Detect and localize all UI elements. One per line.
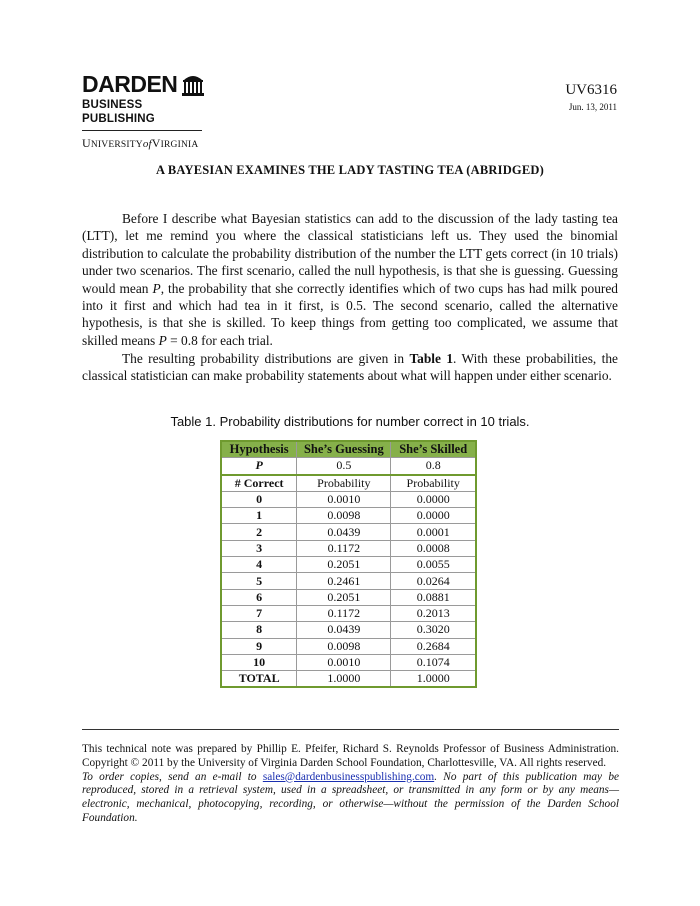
document-id-block — [565, 82, 617, 113]
table-header-row — [221, 441, 476, 458]
p-value-row — [221, 458, 476, 475]
table-row — [221, 491, 476, 507]
skilled-probability: 0.0264 — [391, 573, 476, 589]
table-caption: Table 1. Probability distributions for number correct in 10 trials. — [170, 414, 530, 429]
guessing-probability-label: Probability — [297, 475, 391, 492]
guessing-probability: 0.0439 — [297, 524, 391, 540]
correct-count: 2 — [221, 524, 297, 540]
table-row — [221, 557, 476, 573]
table-row — [221, 540, 476, 556]
correct-count: 8 — [221, 622, 297, 638]
correct-count: 3 — [221, 540, 297, 556]
total-row — [221, 671, 476, 688]
correct-count: 5 — [221, 573, 297, 589]
guessing-probability: 0.0098 — [297, 638, 391, 654]
probability-table — [220, 440, 477, 688]
guessing-probability: 0.2051 — [297, 557, 391, 573]
guessing-probability: 0.0439 — [297, 622, 391, 638]
darden-logo — [82, 72, 212, 152]
correct-count: 10 — [221, 654, 297, 670]
correct-label: # Correct — [221, 475, 297, 492]
logo-divider — [82, 130, 202, 131]
skilled-probability: 0.2684 — [391, 638, 476, 654]
table-reference: Table 1 — [409, 351, 454, 366]
guessing-probability: 0.2051 — [297, 589, 391, 605]
correct-count: 7 — [221, 605, 297, 621]
table-row — [221, 508, 476, 524]
total-skilled: 1.0000 — [391, 671, 476, 688]
correct-count: 9 — [221, 638, 297, 654]
logo-university: UNIVERSITYofVIRGINIA — [82, 136, 199, 150]
header-skilled: She’s Skilled — [391, 441, 476, 458]
subheader-row — [221, 475, 476, 492]
table-row — [221, 605, 476, 621]
table-row — [221, 589, 476, 605]
guessing-probability: 0.0010 — [297, 654, 391, 670]
paragraph-intro: Before I describe what Bayesian statistics can add to the discussion of the lady tasting tea (LTT), let me remind you where the classical statisticians left us. They used the binomial distribution to calculate the probability distribution of the number the LTT gets correct (in 10 trials) under two scenarios. The first scenario, called the null hypothesis, is that she is guessing. Guessing would mean P, the probability that she correctly identifies which of two cups has had milk poured into it first and which had tea in it first, is 0.5. The second scenario, called the alternative hypothesis, is that she is skilled. To keep things from getting too complicated, we assume that skilled means P = 0.8 for each trial. — [82, 211, 619, 348]
skilled-probability: 0.0881 — [391, 589, 476, 605]
order-email-link[interactable]: sales@dardenbusinesspublishing.com — [262, 770, 435, 783]
guessing-probability: 0.0098 — [297, 508, 391, 524]
table-row — [221, 638, 476, 654]
total-guessing: 1.0000 — [297, 671, 391, 688]
p-skilled: 0.8 — [391, 458, 476, 475]
header-hypothesis: Hypothesis — [221, 441, 297, 458]
footnote: This technical note was prepared by Phillip E. Pfeifer, Richard S. Reynolds Professor of Business Administration. Copyright © 2011 by the University of Virginia Darden School Foundation, Charlottesville, VA. All rights reserved. To order copies, send an e-mail to sales@dardenbusinesspublishing.com. No part of this publication may be reproduced, stored in a retrieval system, used in a spreadsheet, or transmitted in any form or by any means—electronic, mechanical, photocopying, recording, or otherwise—without the permission of the Darden School Foundation. — [82, 743, 619, 824]
correct-count: 0 — [221, 491, 297, 507]
correct-count: 1 — [221, 508, 297, 524]
table-row — [221, 622, 476, 638]
skilled-probability: 0.0008 — [391, 540, 476, 556]
paragraph-results: The resulting probability distributions are given in Table 1. With these probabilities, the classical statistician can make probability statements about what will happen under either scenario. — [82, 351, 618, 384]
table-row — [221, 654, 476, 670]
logo-business-publishing: BUSINESS PUBLISHING — [82, 99, 155, 125]
document-date: Jun. 13, 2011 — [568, 102, 617, 112]
skilled-probability: 0.0000 — [391, 508, 476, 524]
table-row — [221, 524, 476, 540]
document-number: UV6316 — [565, 82, 617, 98]
correct-count: 6 — [221, 589, 297, 605]
header-guessing: She’s Guessing — [297, 441, 391, 458]
skilled-probability: 0.0000 — [391, 491, 476, 507]
skilled-probability: 0.3020 — [391, 622, 476, 638]
guessing-probability: 0.1172 — [297, 540, 391, 556]
table-row — [221, 573, 476, 589]
footnote-divider — [82, 729, 619, 730]
total-label: TOTAL — [221, 671, 297, 688]
correct-count: 4 — [221, 557, 297, 573]
skilled-probability: 0.2013 — [391, 605, 476, 621]
guessing-probability: 0.0010 — [297, 491, 391, 507]
guessing-probability: 0.2461 — [297, 573, 391, 589]
skilled-probability: 0.0001 — [391, 524, 476, 540]
skilled-probability: 0.1074 — [391, 654, 476, 670]
document-title: A BAYESIAN EXAMINES THE LADY TASTING TEA (ABRIDGED) — [156, 163, 544, 177]
p-guessing: 0.5 — [297, 458, 391, 475]
logo-darden-text: DARDEN — [82, 71, 178, 97]
skilled-probability: 0.0055 — [391, 557, 476, 573]
p-label: P — [221, 458, 297, 475]
guessing-probability: 0.1172 — [297, 605, 391, 621]
rotunda-building-icon — [181, 72, 205, 96]
skilled-probability-label: Probability — [391, 475, 476, 492]
